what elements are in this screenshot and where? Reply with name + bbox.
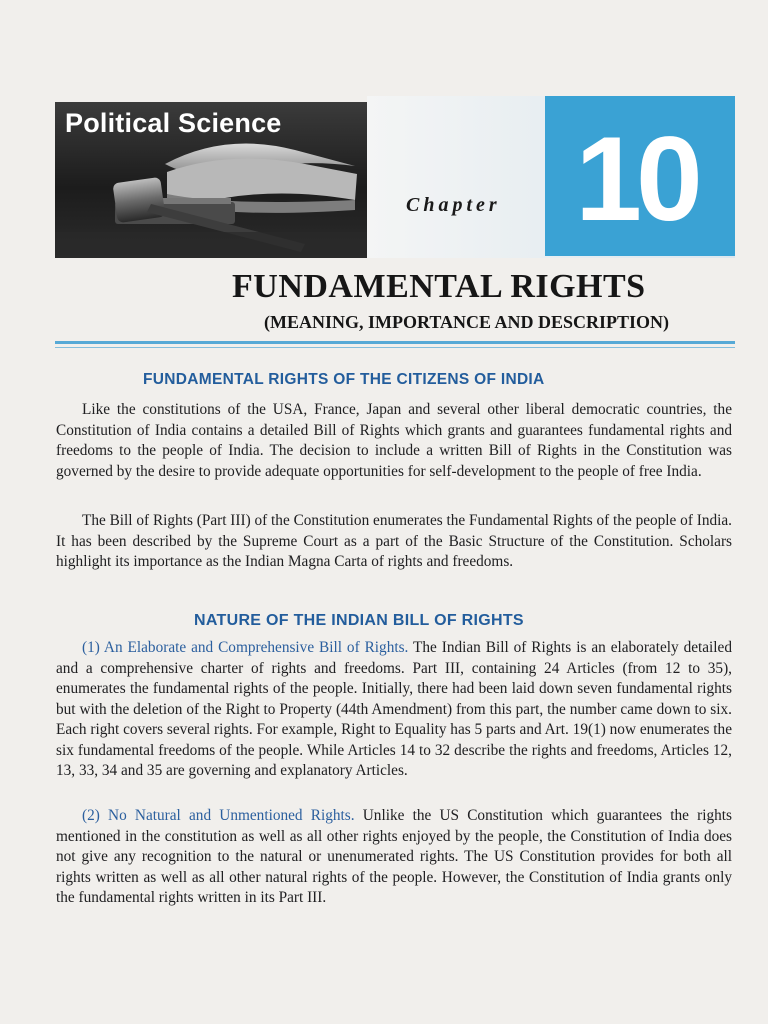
paragraph-intro-text: Like the constitutions of the USA, France, Japan and several other liberal democratic countries, the Constitution of India contains a detailed Bill of Rights which grants and guarantees fundamental rights and freedoms to the people of India. The decision to include a written Bill of Rights in the Constitution was governed by the desire to provide adequate opportunities for self-development to the people of free India. [56,401,732,480]
chapter-label: Chapter [406,194,501,216]
section-heading-citizens: FUNDAMENTAL RIGHTS OF THE CITIZENS OF INDIA [143,371,545,388]
paragraph-intro [56,400,732,482]
chapter-subtitle: (MEANING, IMPORTANCE AND DESCRIPTION) [264,312,670,332]
title-divider-thin [55,347,735,348]
banner-image [55,102,367,258]
chapter-number: 10 [575,112,697,246]
title-divider [55,341,735,344]
paragraph-bill-of-rights-text: The Bill of Rights (Part III) of the Constitution enumerates the Fundamental Rights of the people of India. It has been described by the Supreme Court as a part of the Basic Structure of the Constitution. Scholars highlight its importance as the Indian Magna Carta of rights and freedoms. [56,512,732,570]
point-natural-rights-text: Unlike the US Constitution which guarantees the rights mentioned in the constitution as well as all other rights enjoyed by the people, the Constitution of India does not give any recognition to the natural or unenumerated rights. The US Constitution provides for both all rights written as well as all other natural rights of the people. However, the Constitution of India grants only the fundamental rights written in its Part III. [56,807,732,906]
section-heading-nature: NATURE OF THE INDIAN BILL OF RIGHTS [194,612,524,629]
chapter-title: FUNDAMENTAL RIGHTS [232,268,646,305]
point-elaborate-bill-lead: (1) An Elaborate and Comprehensive Bill of Rights. [82,639,409,656]
point-elaborate-bill-text: The Indian Bill of Rights is an elaborately detailed and a comprehensive charter of rights and freedoms. Part III, containing 24 Articles (from 12 to 35), enumerates the fundamental rights of the people. Initially, there had been laid down seven fundamental rights but with the deletion of the Right to Property (44th Amendment) from this part, the number came down to six. Each right covers several rights. For example, Right to Equality has 5 parts and Art. 19(1) now enumerates the six fundamental freedoms of the people. While Articles 14 to 32 describe the rights and freedoms, Articles 12, 13, 33, 34 and 35 are governing and explanatory Articles. [56,639,732,779]
point-elaborate-bill [56,638,732,782]
subject-title: Political Science [65,108,282,138]
paragraph-bill-of-rights [56,511,732,573]
point-natural-rights [56,806,732,909]
point-natural-rights-lead: (2) No Natural and Unmentioned Rights. [82,807,355,824]
